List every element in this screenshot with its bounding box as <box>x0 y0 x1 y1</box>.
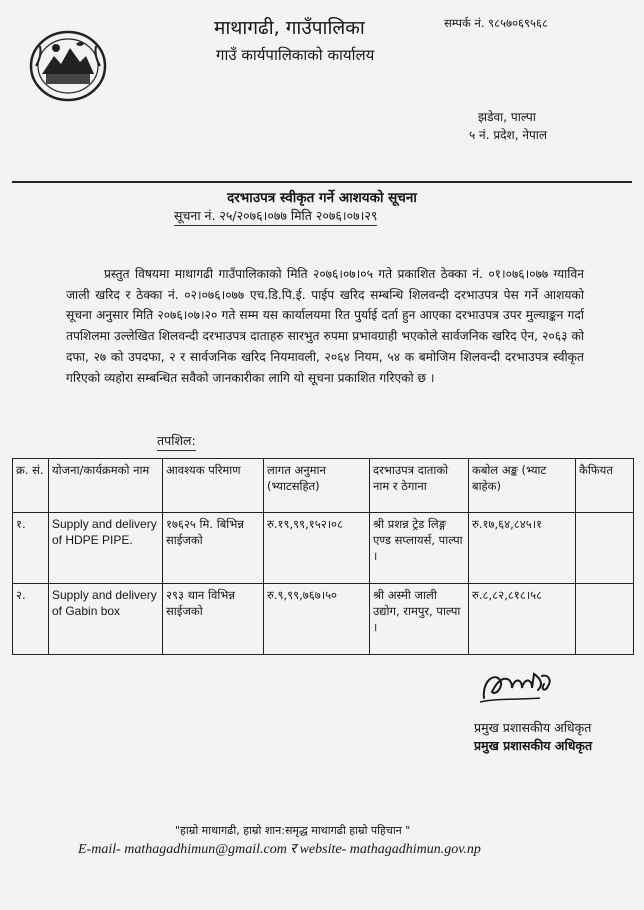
cell-serial: २. <box>13 584 49 655</box>
header-divider <box>12 181 632 183</box>
cell-cost-estimate: रु.९,९९,७६७।५० <box>264 584 370 655</box>
notice-title: दरभाउपत्र स्वीकृत गर्ने आशयको सूचना <box>227 190 417 206</box>
government-emblem-logo <box>28 28 108 104</box>
table-row <box>13 513 634 584</box>
cell-quantity: १७६२५ मि. बिभिन्न साईजको <box>163 513 264 584</box>
cell-quantity: २९३ थान विभिन्न साईजको <box>163 584 264 655</box>
cell-project-name: Supply and delivery of Gabin box <box>49 584 163 655</box>
signature-mark <box>478 664 558 708</box>
organization-name: माथागढी, गाउँपालिका <box>214 17 365 39</box>
cell-bidder: श्री प्रशन्न ट्रेड लिङ्ग एण्ड सप्लायर्स, पाल्पा । <box>370 513 469 584</box>
cell-remarks <box>576 584 634 655</box>
cell-serial: १. <box>13 513 49 584</box>
cell-remarks <box>576 513 634 584</box>
address-line-2: ५ नं. प्रदेश, नेपाल <box>469 128 548 142</box>
notice-reference: सूचना नं. २५/२०७६।०७७ मिति २०७६।०७।२९ <box>174 207 377 226</box>
address-line-1: झडेवा, पाल्पा <box>478 110 536 124</box>
details-label: तपशिल: <box>157 432 196 451</box>
signer-designation-stamp: प्रमुख प्रशासकीय अधिकृत <box>474 738 593 753</box>
table-row <box>13 584 634 655</box>
table-header-row <box>13 459 634 513</box>
signer-designation: प्रमुख प्रशासकीय अधिकृत <box>474 720 592 735</box>
notice-body: प्रस्तुत विषयमा माथागढी गाउँपालिकाको मिति २०७६।०७।०५ गते प्रकाशित ठेक्का नं. ०१।०७६।०७७ ग्याविन जाली खरिद र ठेक्का नं. ०२।०७६।०७७ एच.डि.पि.ई. पाईप खरिद सम्बन्धि शिलवन्दी दरभाउपत्र पेस गर्ने आशयको सूचना अनुसार मिति २०७६।०७।२० गते सम्म यस कार्यालयमा रित पुर्याई दर्ता हुन आएका दरभाउपत्र उपर मुल्याङ्कन गर्दा तपशिलमा उल्लेखित शिलवन्दी दरभाउपत्र दाताहरु सारभुत रुपमा प्रभावग्राही भएकोले सार्वजनिक खरिद ऐन, २०६३ को दफा, २७ को उपदफा, २ र सार्वजनिक खरिद नियमावली, २०६४ नियम, ५४ क बमोजिम शिलवन्दी दरभाउपत्र स्वीकृत गरिएको व्यहोरा सम्बन्धित सवैको जानकारीका लागि यो सूचना प्रकाशित गरिएको छ । <box>66 267 584 385</box>
header-remarks: कैफियत <box>576 459 634 513</box>
header-bidder: दरभाउपत्र दाताको नाम र ठेगाना <box>370 459 469 513</box>
header-bid-amount: कबोल अङ्क (भ्याट बाहेक) <box>469 459 576 513</box>
footer-contact-line: E-mail- mathagadhimun@gmail.com र website- mathagadhimun.gov.np <box>78 842 481 857</box>
header-cost-estimate: लागत अनुमान (भ्याटसहित) <box>264 459 370 513</box>
footer-slogan: "हाम्रो माथागढी, हाम्रो शान:समृद्ध माथागढी हाम्रो पहिचान " <box>175 824 411 837</box>
cell-project-name: Supply and delivery of HDPE PIPE. <box>49 513 163 584</box>
cell-bidder: श्री अस्मी जाली उद्योग, रामपुर, पाल्पा । <box>370 584 469 655</box>
cell-cost-estimate: रु.१९,९९,१५२।०८ <box>264 513 370 584</box>
cell-bid-amount: रु.१७,६४,८४५।१ <box>469 513 576 584</box>
header-serial: क्र. सं. <box>13 459 49 513</box>
office-name: गाउँ कार्यपालिकाको कार्यालय <box>216 46 375 64</box>
header-quantity: आवश्यक परिमाण <box>163 459 264 513</box>
contact-number: सम्पर्क नं. ९८५७०६९५६८ <box>444 16 548 30</box>
header-project-name: योजना/कार्यक्रमको नाम <box>49 459 163 513</box>
cell-bid-amount: रु.८,८२,८१८।५८ <box>469 584 576 655</box>
bid-table <box>12 458 634 655</box>
